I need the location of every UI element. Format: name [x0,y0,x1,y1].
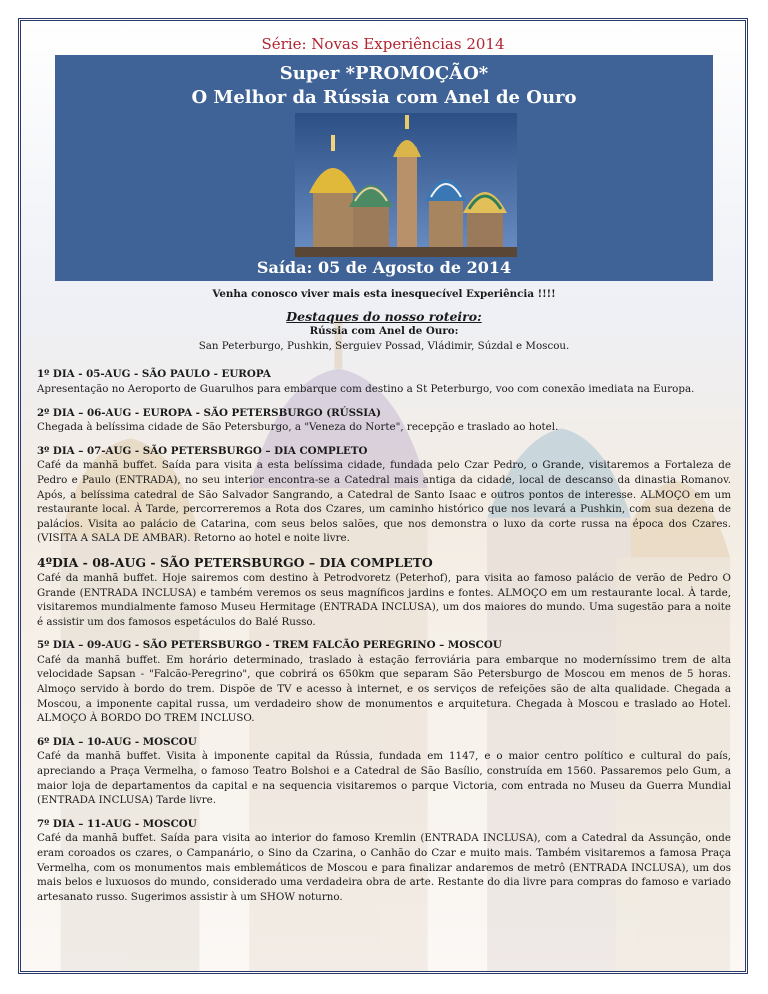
tour-title: O Melhor da Rússia com Anel de Ouro [191,87,577,108]
day-heading: 5º DIA – 09-AUG - SÃO PETERSBURGO - TREM FALCÃO PEREGRINO – MOSCOU [37,639,502,652]
day-1 [37,367,731,396]
day-4 [37,555,731,629]
highlights-cities: San Peterburgo, Pushkin, Serguiev Possad, Vládimir, Súzdal e Moscou. [198,339,570,352]
day-heading: 2º DIA – 06-AUG - EUROPA - SÃO PETERSBURGO (RÚSSIA) [37,406,381,419]
day-text: Café da manhã buffet. Saída para visita ao interior do famoso Kremlin (ENTRADA INCLUSA), com a Catedral da Assunção, onde eram coroados os czares, o Campanário, o Sino da Czarina, o Canhão do Czar e muito mais. Também visitaremos a famosa Praça Vermelha, com os monumentos mais emblemáticos de Moscou e para finalizar andaremos de metrô (ENTRADA INCLUSA), um dos mais belos e luxuosos do mundo, considerado uma verdadeira obra de arte. Restante do dia livre para compras do famoso e variado artesanato russo. Sugerimos assistir à um SHOW noturno. [37,832,731,903]
brochure-page [18,18,748,974]
day-text: Chegada à belíssima cidade de São Petersburgo, a "Veneza do Norte", recepção e traslado ao hotel. [37,421,559,434]
promo-title: Super *PROMOÇÃO* [279,63,489,84]
day-heading: 4ºDIA - 08-AUG - SÃO PETERSBURGO – DIA COMPLETO [37,554,433,570]
day-2 [37,406,731,435]
day-heading: 7º DIA – 11-AUG - MOSCOU [37,817,197,830]
day-heading: 6º DIA – 10-AUG - MOSCOU [37,735,197,748]
day-3 [37,444,731,546]
invite-text: Venha conosco viver mais esta inesquecível Experiência !!!! [212,288,556,300]
day-heading: 3º DIA – 07-AUG - SÃO PETERSBURGO – DIA COMPLETO [37,444,368,457]
promo-banner [55,55,713,281]
highlights-subtitle: Rússia com Anel de Ouro: [309,325,459,338]
series-title: Série: Novas Experiências 2014 [261,35,505,53]
departure-date: Saída: 05 de Agosto de 2014 [256,258,512,277]
itinerary-content [37,287,731,913]
day-heading: 1º DIA - 05-AUG - SÃO PAULO - EUROPA [37,368,271,381]
day-text: Café da manhã buffet. Em horário determinado, traslado à estação ferroviária para embarque no moderníssimo trem de alta velocidade Sapsan - "Falcão-Peregrino", que cobrirá os 650km que separam São Petersburgo de Moscou em menos de 5 horas. Almoço servido à bordo do trem. Dispõe de TV e acesso à internet, e os serviços de refeições são de alta qualidade. Chegada a Moscou, a imponente capital russa, um verdadeiro show de monumentos e arquitetura. Chegada à Moscou e traslado ao Hotel. ALMOÇO À BORDO DO TREM INCLUSO. [37,653,731,725]
day-7 [37,817,731,905]
day-text: Café da manhã buffet. Hoje sairemos com destino à Petrodvoretz (Peterhof), para visita ao famoso palácio de verão de Pedro O Grande (ENTRADA INCLUSA) e também veremos os seus magníficos jardins e fontes. ALMOÇO em um restaurante local. À tarde, visitaremos mundialmente famoso Museu Hermitage (ENTRADA INCLUSA), um dos maiores do mundo. Uma sugestão para a noite é assistir um dos famosos espetáculos do Balé Russo. [37,571,731,628]
day-6 [37,735,731,808]
day-5 [37,638,731,726]
day-text: Café da manhã buffet. Saída para visita a esta belíssima cidade, fundada pelo Czar Pedro, o Grande, visitaremos a Fortaleza de Pedro e Paulo (ENTRADA), no seu interior encontra-se a Catedral mais antiga da cidade, local de descanso da dinastia Romanov. Após, a belíssima catedral de São Salvador Sangrando, a Catedral de Santo Isaac e outros pontos de interesse. ALMOÇO em um restaurante local. À Tarde, percorreremos a Rota dos Czares, um caminho histórico que nos levará a Pushkin, com sua dezena de palácios. Visita ao palácio de Catarina, com seus belos salões, que nos demonstra o luxo da corte russa na época dos Czares. (VISITA A SALA DE AMBAR). Retorno ao hotel e noite livre. [37,459,731,545]
highlights-title: Destaques do nosso roteiro: [286,308,482,324]
day-text: Café da manhã buffet. Visita à imponente capital da Rússia, fundada em 1147, e o maior centro político e cultural do país, apreciando a Praça Vermelha, o famoso Teatro Bolshoi e a Catedral de São Basílio, construída em 1560. Passaremos pelo Gum, a maior loja de departamentos da capital e na sequencia visitaremos o parque Victoria, com entrada no Museu da Guerra Mundial (ENTRADA INCLUSA) Tarde livre. [37,750,731,807]
day-text: Apresentação no Aeroporto de Guarulhos para embarque com destino a St Peterburgo, voo com conexão imediata na Europa. [37,382,695,395]
cathedral-photo [295,113,517,257]
